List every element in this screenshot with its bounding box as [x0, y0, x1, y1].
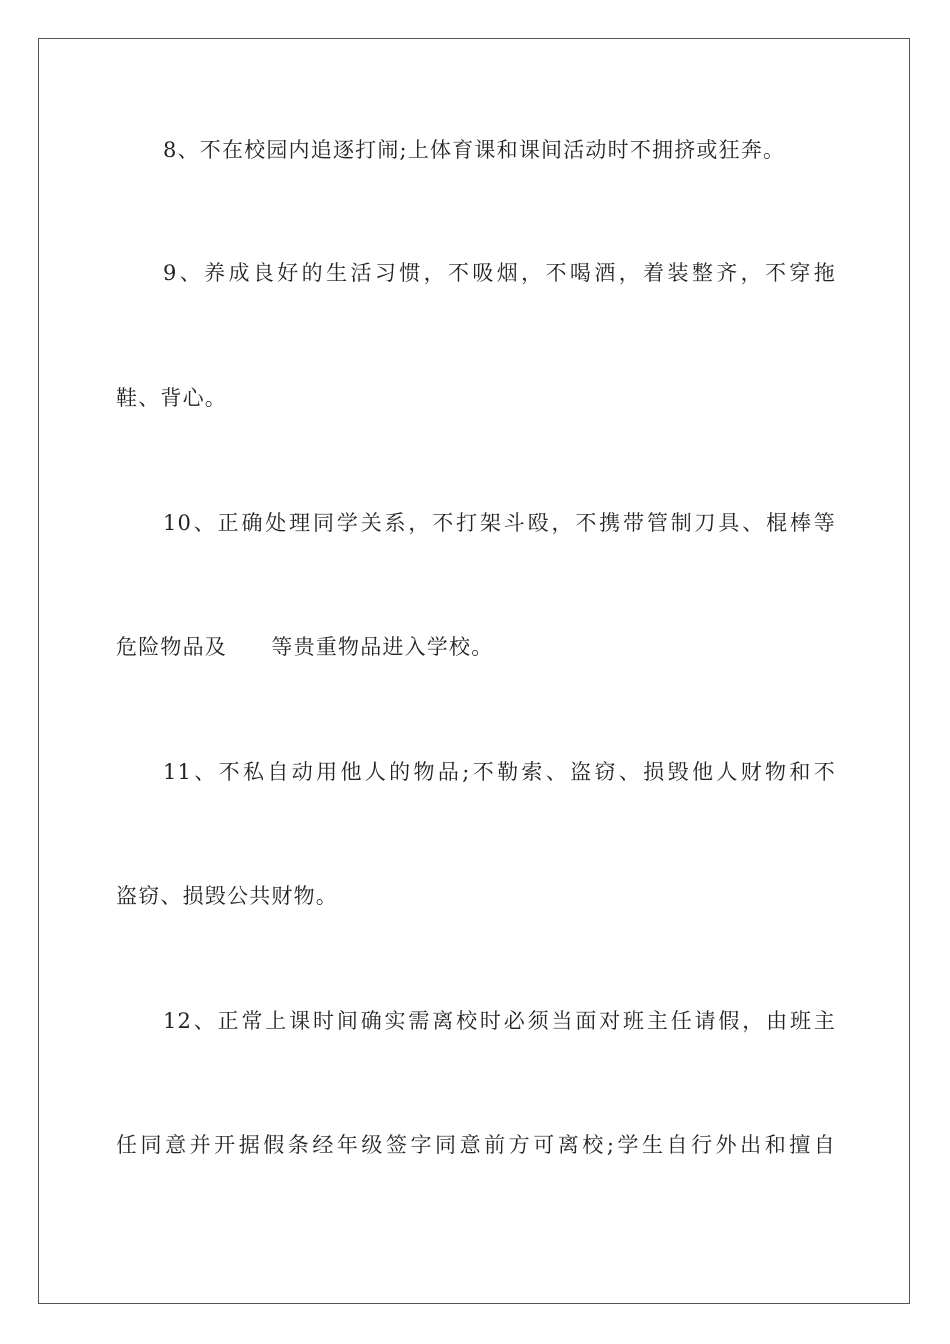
rule-9-line-2: 鞋、背心。: [116, 386, 227, 410]
rule-11-line-1: 11、不私自动用他人的物品;不勒索、盗窃、损毁他人财物和不: [163, 760, 836, 784]
rule-8-line-1: 8、不在校园内追逐打闹;上体育课和课间活动时不拥挤或狂奔。: [163, 138, 786, 162]
page-border: [38, 38, 910, 1304]
rule-12-line-2: 任同意并开据假条经年级签字同意前方可离校;学生自行外出和擅自: [116, 1133, 836, 1157]
rule-11-line-2: 盗窃、损毁公共财物。: [116, 884, 338, 908]
rule-9-line-1: 9、养成良好的生活习惯，不吸烟，不喝酒，着装整齐，不穿拖: [163, 261, 836, 285]
rule-12-line-1: 12、正常上课时间确实需离校时必须当面对班主任请假，由班主: [163, 1009, 836, 1033]
rule-10-line-1: 10、正确处理同学关系，不打架斗殴，不携带管制刀具、棍棒等: [163, 511, 836, 535]
rule-10-line-2: 危险物品及 等贵重物品进入学校。: [116, 635, 494, 659]
